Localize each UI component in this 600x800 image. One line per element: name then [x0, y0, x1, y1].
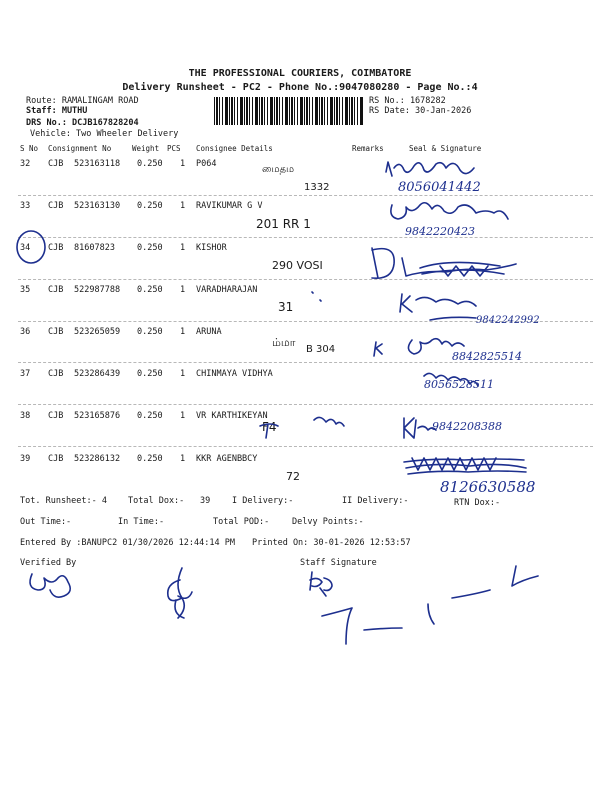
company-title: THE PROFESSIONAL COURIERS, COIMBATORE: [188, 68, 412, 79]
vehicle-label: Vehicle: Two Wheeler Delivery: [30, 129, 179, 139]
handwritten-note-tamil-36: ம்மா: [272, 336, 296, 349]
row-consignment-no: 523163118: [74, 159, 121, 169]
tot-runsheet: Tot. Runsheet:- 4: [20, 496, 107, 506]
row-consignee: P064: [196, 159, 217, 169]
row-pcs: 1: [180, 159, 186, 169]
rtn-dox-label: RTN Dox:-: [454, 498, 501, 508]
handwritten-phone: 8056528511: [424, 378, 494, 391]
row-weight: 0.250: [137, 369, 163, 379]
row-weight: 0.250: [137, 243, 163, 253]
handwritten-phone: 9842208388: [432, 420, 502, 433]
handwritten-note-tamil-32: மைதம: [262, 164, 295, 175]
row-separator: [18, 446, 593, 447]
handwritten-note: 290 VOSI: [272, 259, 323, 272]
row-consignment-no: 523165876: [74, 411, 121, 421]
row-consignee: KKR AGENBBCY: [196, 454, 258, 464]
row-pcs: 1: [180, 369, 186, 379]
row-separator: [18, 279, 593, 280]
handwritten-phone: 9842242992: [476, 315, 540, 326]
printed-on: Printed On: 30-01-2026 12:53:57: [252, 538, 411, 548]
row-consignment-no: 523265059: [74, 327, 121, 337]
row-separator: [18, 237, 593, 238]
row-pcs: 1: [180, 327, 186, 337]
col-consignee: Consignee Details: [196, 144, 273, 153]
route-label: Route: RAMALINGAM ROAD: [26, 96, 139, 106]
handwritten-phone: 8842825514: [452, 350, 522, 363]
entered-by: Entered By :BANUPC2 01/30/2026 12:44:14 PM: [20, 538, 235, 548]
row-separator: [18, 195, 593, 196]
row-weight: 0.250: [137, 201, 163, 211]
row-cjb: CJB: [48, 243, 64, 253]
row-sno: 34: [20, 243, 31, 253]
in-time-label: In Time:-: [118, 517, 165, 527]
row-consignment-no: 522987788: [74, 285, 121, 295]
row-sno: 37: [20, 369, 31, 379]
row-consignee: ARUNA: [196, 327, 222, 337]
row-cjb: CJB: [48, 327, 64, 337]
drs-number: DRS No.: DCJB167828204: [26, 118, 139, 128]
row-weight: 0.250: [137, 454, 163, 464]
row-weight: 0.250: [137, 327, 163, 337]
row-pcs: 1: [180, 411, 186, 421]
row-weight: 0.250: [137, 285, 163, 295]
col-seal: Seal & Signature: [409, 144, 482, 153]
row-sno: 33: [20, 201, 31, 211]
total-pod-label: Total POD:-: [213, 517, 270, 527]
delvy-points-label: Delvy Points:-: [292, 517, 364, 527]
row-cjb: CJB: [48, 411, 64, 421]
rs-date: RS Date: 30-Jan-2026: [369, 106, 472, 116]
row-sno: 32: [20, 159, 31, 169]
row-sno: 38: [20, 411, 31, 421]
col-consignment: Consignment No: [48, 144, 112, 153]
staff-label: Staff: MUTHU: [26, 106, 88, 116]
barcode: [214, 97, 364, 125]
total-dox-count: 39: [200, 496, 211, 506]
runsheet-title: Delivery Runsheet - PC2 - Phone No.:9047080280 - Page No.:4: [122, 82, 478, 93]
row-sno: 35: [20, 285, 31, 295]
handwritten-note: 31: [278, 300, 294, 314]
total-dox-label: Total Dox:-: [128, 496, 185, 506]
row-consignee: KISHOR: [196, 243, 227, 253]
row-weight: 0.250: [137, 159, 163, 169]
row-consignment-no: 523286132: [74, 454, 121, 464]
staff-signature-label: Staff Signature: [300, 558, 377, 568]
out-time-label: Out Time:-: [20, 517, 72, 527]
row-pcs: 1: [180, 201, 186, 211]
row-consignment-no: 523163130: [74, 201, 121, 211]
handwritten-note: 72: [286, 470, 300, 483]
row-weight: 0.250: [137, 411, 163, 421]
handwritten-phone: 8056041442: [398, 180, 481, 195]
col-weight: Weight: [132, 144, 160, 153]
col-pcs: PCS: [167, 144, 181, 153]
row-consignee: VARADHARAJAN: [196, 285, 258, 295]
row-pcs: 1: [180, 454, 186, 464]
row-cjb: CJB: [48, 454, 64, 464]
col-sno: S No: [20, 144, 39, 153]
handwritten-note: 201 RR 1: [256, 217, 311, 231]
row-consignment-no: 523286439: [74, 369, 121, 379]
row-cjb: CJB: [48, 369, 64, 379]
handwritten-phone: 8126630588: [440, 478, 536, 496]
handwritten-note: F4: [262, 420, 277, 434]
i-delivery-label: I Delivery:-: [232, 496, 294, 506]
row-separator: [18, 404, 593, 405]
verified-by-label: Verified By: [20, 558, 77, 568]
ii-delivery-label: II Delivery:-: [342, 496, 409, 506]
row-sno: 39: [20, 454, 31, 464]
handwritten-note: 1332: [304, 182, 330, 193]
row-pcs: 1: [180, 243, 186, 253]
rs-number: RS No.: 1678282: [369, 96, 446, 106]
row-consignee: RAVIKUMAR G V: [196, 201, 263, 211]
handwritten-note: B 304: [306, 344, 336, 355]
row-cjb: CJB: [48, 159, 64, 169]
row-sno: 36: [20, 327, 31, 337]
row-consignee: VR KARTHIKEYAN: [196, 411, 268, 421]
col-remarks: Remarks: [352, 144, 384, 153]
handwritten-phone: 9842220423: [405, 225, 475, 238]
row-consignee: CHINMAYA VIDHYA: [196, 369, 273, 379]
row-cjb: CJB: [48, 201, 64, 211]
row-cjb: CJB: [48, 285, 64, 295]
row-consignment-no: 81607823: [74, 243, 115, 253]
row-pcs: 1: [180, 285, 186, 295]
